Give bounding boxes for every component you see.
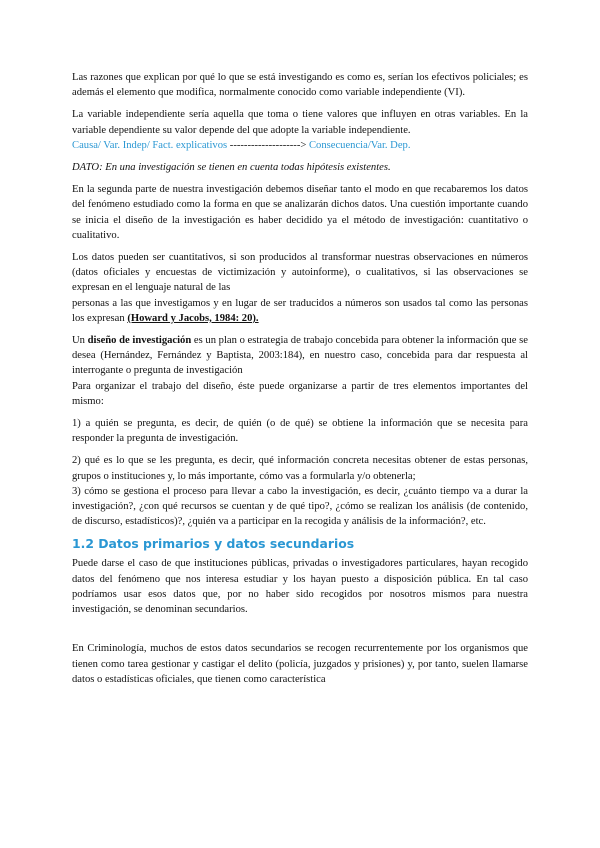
list-item-1: 1) a quién se pregunta, es decir, de quién (o de qué) se obtiene la información que se necesita para responder la pregunta de investigación. (72, 418, 528, 445)
list-item-2: 2) qué es lo que se les pregunta, es decir, qué información concreta necesitas obtener de estas personas, grupos o instituciones y, lo más importante, cómo vas a formularla y/o obtenerla; (72, 455, 528, 482)
paragraph-vi: Las razones que explican por qué lo que se está investigando es como es, serían los efectivos policiales; es además el elemento que modifica, normalmente conocido como variable independiente (VI). (72, 72, 528, 99)
paragraph-datos-b-text: personas a las que investigamos y en lugar de ser traducidos a números son usados tal como las personas los expresan (72, 297, 528, 324)
paragraph-diseno-def (72, 333, 528, 379)
causa-left: Causa/ Var. Indep/ Fact. explicativos (72, 139, 228, 151)
p5-post: es un plan o estrategia de trabajo concebida para obtener la información que se desea (Hernández, Fernández y Baptista, 2003:184), en nuestro caso, concebida para dar respuesta al interrogante o pregunta de investigación (72, 335, 528, 377)
p5-bold-term: diseño de investigación (87, 335, 192, 347)
paragraph-organizar: Para organizar el trabajo del diseño, éste puede organizarse a partir de tres elementos importantes del mismo: (72, 380, 528, 407)
list-item-3: 3) cómo se gestiona el proceso para llevar a cabo la investigación, es decir, ¿cuánto tiempo va a durar la investigación?, ¿con qué recursos se cuentan y de qué tipo?, ¿cómo se realizan los análisis (de contenido, de discurso, estadísticos)?, ¿quién va a participar en la recogida y análisis de la información?, etc. (72, 485, 528, 528)
section-heading: 1.2 Datos primarios y datos secundarios (72, 536, 355, 552)
document-page (72, 70, 528, 687)
paragraph-datos-b (72, 296, 528, 326)
paragraph-secundarios: Puede darse el caso de que instituciones públicas, privadas o investigadores particulares, hayan recogido datos del fenómeno que nos interesa estudiar y los hayan puesto a disposición pública. En tal caso podríamos usar esos datos que, por no haber sido recogidos por nosotros mismos para nuestra investigación, se denominan secundarios. (72, 558, 528, 616)
causa-line (72, 138, 528, 153)
paragraph-criminologia: En Criminología, muchos de estos datos secundarios se recogen recurrentemente por los organismos que tienen como tarea gestionar y castigar el delito (policía, juzgados y prisiones) y, por tanto, suelen llamarse datos o estadísticas oficiales, que tienen como característica (72, 643, 528, 685)
causa-right: Consecuencia/Var. Dep. (306, 139, 411, 151)
causa-arrow: --------------------> (227, 139, 307, 151)
paragraph-diseno: En la segunda parte de nuestra investigación debemos diseñar tanto el modo en que recabaremos los datos del fenómeno estudiado como la forma en que se analizarán dichos datos. Una cuestión importante cuando se inicia el diseño de la investigación es haber decidido ya el método de investigación: cuantitativo o cualitativo. (72, 184, 528, 241)
paragraph-variables: La variable independiente sería aquella que toma o tiene valores que influyen en otras variables. En la variable dependiente su valor depende del que adopte la variable independiente. (72, 109, 528, 136)
dato-note: DATO: En una investigación se tienen en cuenta todas hipótesis existentes. (72, 162, 391, 174)
paragraph-datos-a: Los datos pueden ser cuantitativos, si son producidos al transformar nuestras observaciones en números (datos oficiales y encuestas de victimización y autoinforme), o cualitativos, si las observaciones se expresan en el lenguaje natural de las (72, 252, 528, 294)
p5-pre: Un (72, 335, 88, 347)
citation: (Howard y Jacobs, 1984: 20). (127, 312, 259, 324)
